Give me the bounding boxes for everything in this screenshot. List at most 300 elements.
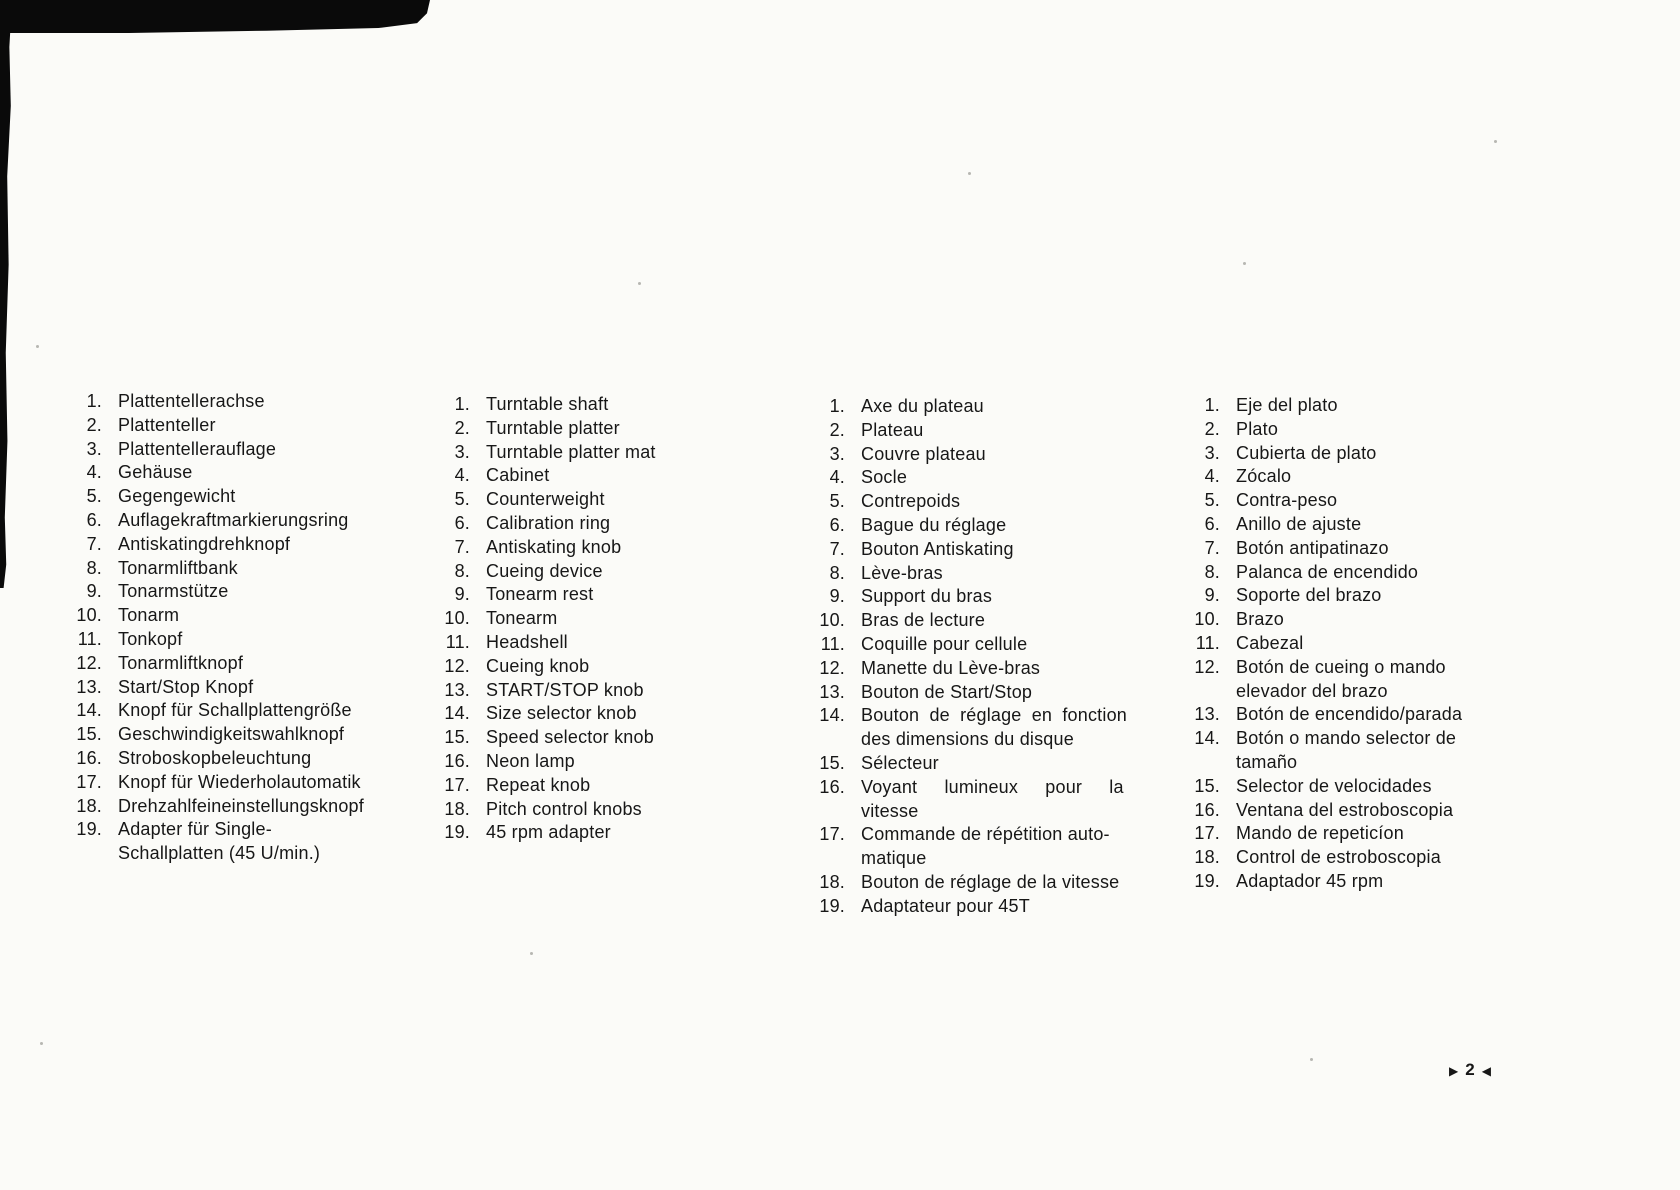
parts-list-item (60, 461, 430, 485)
item-text-line: Cabezal (1236, 632, 1304, 653)
item-number: 16. (819, 776, 845, 797)
parts-list-item (1178, 632, 1538, 656)
item-text-line: Calibration ring (486, 512, 611, 533)
item-text-line: Contrepoids (861, 491, 961, 512)
item-number: 7. (1204, 537, 1220, 558)
item-number: 6. (829, 514, 845, 535)
item-text (1236, 656, 1538, 704)
item-text-line: Auflagekraftmarkierungsring (118, 509, 349, 530)
parts-list-item (1178, 394, 1538, 418)
scan-speck (40, 1042, 43, 1045)
item-text (861, 681, 1163, 705)
item-text-line: Ventana del estroboscopia (1236, 799, 1454, 820)
item-text (486, 679, 768, 703)
item-number: 1. (829, 396, 845, 416)
parts-list-item (428, 750, 768, 774)
item-number: 16. (1194, 799, 1220, 820)
parts-list-item (428, 488, 768, 512)
item-text-line: Gehäuse (118, 462, 193, 483)
item-number: 6. (1204, 513, 1220, 534)
item-number: 1. (1204, 395, 1220, 415)
item-number: 17. (76, 771, 102, 792)
item-text-line: tamaño (1236, 751, 1298, 772)
parts-list-item (803, 657, 1163, 681)
item-text-line: Socle (861, 467, 908, 488)
item-number: 10. (444, 608, 470, 629)
parts-list-item (803, 490, 1163, 514)
item-text-line: Soporte del brazo (1236, 585, 1382, 606)
item-text (861, 538, 1163, 562)
parts-list-item (60, 604, 430, 628)
item-text (118, 771, 430, 795)
item-number: 14. (76, 700, 102, 721)
item-text-line: Repeat knob (486, 774, 591, 795)
item-number: 18. (1194, 847, 1220, 868)
item-text-line: Control de estroboscopia (1236, 847, 1441, 868)
item-text-line: Manette du Lève-bras (861, 657, 1041, 678)
item-text (118, 818, 430, 866)
item-number: 12. (76, 652, 102, 673)
item-number: 5. (1204, 490, 1220, 511)
item-number: 11. (1195, 632, 1220, 653)
item-text (1236, 418, 1538, 442)
item-text-line: Start/Stop Knopf (118, 676, 254, 697)
parts-list-item (803, 752, 1163, 776)
item-text-line: Speed selector knob (486, 727, 654, 748)
item-text (486, 750, 768, 774)
parts-list-item (428, 441, 768, 465)
item-text (1236, 394, 1538, 418)
parts-list-item (803, 609, 1163, 633)
item-text (861, 657, 1163, 681)
item-text (1236, 822, 1538, 846)
item-number: 18. (819, 871, 845, 892)
item-text (118, 628, 430, 652)
item-number: 5. (454, 489, 470, 510)
item-text (118, 533, 430, 557)
item-text (1236, 442, 1538, 466)
parts-list-item (60, 795, 430, 819)
parts-list-item (428, 417, 768, 441)
item-number: 5. (86, 486, 102, 507)
item-text (118, 723, 430, 747)
item-number: 6. (86, 509, 102, 530)
parts-list-item (803, 776, 1163, 824)
item-text-line: Drehzahlfeineinstellungsknopf (118, 795, 364, 816)
item-text-line: Voyant lumineux pour la (861, 776, 1124, 797)
item-number: 15. (76, 724, 102, 745)
parts-list-item (803, 895, 1163, 919)
parts-list-item (60, 533, 430, 557)
item-text-line: Brazo (1236, 609, 1285, 630)
parts-list (428, 393, 768, 845)
item-number: 3. (454, 441, 470, 462)
item-text (861, 419, 1163, 443)
item-text (861, 776, 1163, 824)
parts-list-german (60, 390, 430, 866)
item-text-line: Stroboskopbeleuchtung (118, 747, 312, 768)
item-number: 17. (1194, 823, 1220, 844)
item-text (861, 895, 1163, 919)
item-text-line: START/STOP knob (486, 679, 644, 700)
item-text-line: Gegengewicht (118, 486, 236, 507)
item-text-line: Couvre plateau (861, 443, 986, 464)
parts-list-item (428, 702, 768, 726)
parts-list-item (428, 798, 768, 822)
item-text (118, 604, 430, 628)
parts-list-item (428, 536, 768, 560)
item-text (118, 747, 430, 771)
item-number: 12. (1194, 656, 1220, 677)
item-number: 15. (819, 752, 845, 773)
item-text (1236, 608, 1538, 632)
item-number: 10. (819, 610, 845, 631)
parts-list-item (1178, 442, 1538, 466)
item-text-line: Anillo de ajuste (1236, 513, 1362, 534)
parts-list-item (803, 681, 1163, 705)
parts-list-item (60, 628, 430, 652)
item-text (861, 562, 1163, 586)
item-text (1236, 465, 1538, 489)
parts-list-item (60, 557, 430, 581)
item-number: 10. (1194, 609, 1220, 630)
item-text (861, 395, 1163, 419)
item-text (486, 798, 768, 822)
item-text-line: Plattentellerauflage (118, 438, 277, 459)
item-number: 8. (829, 562, 845, 583)
item-number: 8. (86, 557, 102, 578)
scan-artifact-left-strip (0, 0, 12, 588)
scan-speck (36, 345, 39, 348)
item-text-line: Cueing device (486, 560, 603, 581)
item-text-line: Turntable platter (486, 417, 620, 438)
parts-list-item (1178, 418, 1538, 442)
parts-list-item (428, 560, 768, 584)
item-text-line: Tonarmliftknopf (118, 652, 244, 673)
parts-list-item (60, 509, 430, 533)
item-number: 4. (1204, 466, 1220, 487)
item-number: 7. (454, 536, 470, 557)
item-text (118, 414, 430, 438)
item-text (1236, 632, 1538, 656)
scan-speck (1243, 262, 1246, 265)
item-text (118, 580, 430, 604)
item-text-line: 45 rpm adapter (486, 822, 611, 843)
item-text (1236, 727, 1538, 775)
prev-page-triangle-icon: ▶ (1449, 1064, 1459, 1078)
item-text-line: Palanca de encendido (1236, 561, 1419, 582)
item-text-line: matique (861, 848, 927, 869)
parts-list-item (60, 699, 430, 723)
item-number: 5. (829, 491, 845, 512)
item-text-line: Size selector knob (486, 703, 637, 724)
item-text (118, 509, 430, 533)
item-text-line: Knopf für Schallplattengröße (118, 700, 352, 721)
item-text (486, 560, 768, 584)
item-text-line: Headshell (486, 631, 568, 652)
parts-list-item (1178, 775, 1538, 799)
item-text (118, 557, 430, 581)
item-text (118, 390, 430, 414)
item-text (861, 823, 1163, 871)
item-text (486, 702, 768, 726)
item-text-line: Botón o mando selector de (1236, 728, 1457, 749)
parts-list-item (428, 655, 768, 679)
item-text-line: Bague du réglage (861, 514, 1007, 535)
parts-list-item (1178, 727, 1538, 775)
parts-list (1178, 394, 1538, 894)
parts-list-item (428, 631, 768, 655)
parts-list-item (428, 607, 768, 631)
parts-list-item (1178, 489, 1538, 513)
parts-list-item (1178, 537, 1538, 561)
item-text (118, 438, 430, 462)
scan-artifact-top-bar (0, 0, 430, 33)
item-number: 9. (1204, 585, 1220, 606)
item-text-line: Sélecteur (861, 752, 939, 773)
item-text (1236, 513, 1538, 537)
item-text (861, 443, 1163, 467)
parts-list-item (428, 726, 768, 750)
item-text-line: Adaptateur pour 45T (861, 895, 1030, 916)
item-text (861, 871, 1163, 895)
item-text (1236, 775, 1538, 799)
parts-list-spanish (1178, 394, 1538, 894)
parts-list-item (428, 679, 768, 703)
item-number: 10. (76, 605, 102, 626)
item-number: 19. (819, 895, 845, 916)
parts-list-item (803, 466, 1163, 490)
parts-list-item (803, 419, 1163, 443)
parts-list-english (428, 393, 768, 845)
item-number: 4. (86, 462, 102, 483)
scan-speck (530, 952, 533, 955)
item-number: 7. (86, 533, 102, 554)
parts-list-item (428, 393, 768, 417)
parts-list-french (803, 395, 1163, 919)
item-text-line: Antiskating knob (486, 536, 622, 557)
item-number: 11. (820, 633, 845, 654)
item-number: 13. (444, 679, 470, 700)
item-text-line: Eje del plato (1236, 395, 1338, 415)
item-text-line: Tonearm rest (486, 584, 594, 605)
item-text (1236, 870, 1538, 894)
item-text (486, 631, 768, 655)
parts-list-item (803, 562, 1163, 586)
item-number: 8. (454, 560, 470, 581)
scan-speck (638, 282, 641, 285)
page-number: 2 (1465, 1060, 1475, 1079)
item-text-line: Plateau (861, 419, 924, 440)
parts-list-item (60, 414, 430, 438)
item-text (1236, 799, 1538, 823)
parts-list-item (803, 633, 1163, 657)
item-number: 18. (76, 795, 102, 816)
item-number: 14. (819, 705, 845, 726)
item-text-line: Bouton de réglage en fonction (861, 705, 1127, 726)
item-number: 6. (454, 512, 470, 533)
item-text (118, 461, 430, 485)
item-text (486, 583, 768, 607)
item-text-line: Tonarmliftbank (118, 557, 238, 578)
parts-list (803, 395, 1163, 919)
item-text-line: Botón antipatinazo (1236, 537, 1389, 558)
item-text-line: Coquille pour cellule (861, 633, 1028, 654)
item-text (486, 821, 768, 845)
parts-list-item (1178, 870, 1538, 894)
item-text (118, 485, 430, 509)
item-number: 15. (444, 727, 470, 748)
parts-list-item (60, 818, 430, 866)
parts-list-item (1178, 703, 1538, 727)
item-number: 17. (444, 774, 470, 795)
item-text-line: Pitch control knobs (486, 798, 642, 819)
item-text (486, 655, 768, 679)
parts-list-item (1178, 513, 1538, 537)
item-text-line: Cubierta de plato (1236, 442, 1377, 463)
item-number: 14. (1194, 728, 1220, 749)
item-number: 1. (454, 394, 470, 414)
item-text-line: Cabinet (486, 465, 550, 486)
item-text (1236, 489, 1538, 513)
scan-speck (1494, 140, 1497, 143)
item-number: 16. (444, 750, 470, 771)
item-text (861, 585, 1163, 609)
parts-list-item (60, 580, 430, 604)
item-text-line: Adaptador 45 rpm (1236, 870, 1384, 891)
scan-speck (1310, 1058, 1313, 1061)
parts-list-item (1178, 822, 1538, 846)
item-number: 12. (444, 655, 470, 676)
item-text-line: Support du bras (861, 586, 993, 607)
item-number: 9. (86, 581, 102, 602)
item-number: 13. (819, 681, 845, 702)
item-text (1236, 703, 1538, 727)
item-text-line: Knopf für Wiederholautomatik (118, 771, 361, 792)
item-text-line: Plattentellerachse (118, 391, 265, 411)
item-text-line: Botón de encendido/parada (1236, 704, 1463, 725)
item-text-line: Turntable shaft (486, 394, 609, 414)
parts-list-item (60, 390, 430, 414)
parts-list-item (60, 438, 430, 462)
item-text (486, 417, 768, 441)
item-text-line: Plattenteller (118, 414, 216, 435)
parts-list-item (803, 443, 1163, 467)
parts-list-item (1178, 608, 1538, 632)
item-text-line: Tonarm (118, 605, 180, 626)
item-number: 16. (76, 747, 102, 768)
item-text (486, 607, 768, 631)
item-number: 2. (86, 414, 102, 435)
item-text-line: Commande de répétition auto- (861, 824, 1110, 845)
item-number: 2. (454, 417, 470, 438)
item-text (486, 512, 768, 536)
item-number: 13. (76, 676, 102, 697)
item-text (118, 699, 430, 723)
parts-list-item (803, 395, 1163, 419)
parts-list-item (428, 512, 768, 536)
item-text (486, 774, 768, 798)
item-text-line: Bouton de réglage de la vitesse (861, 871, 1120, 892)
item-number: 8. (1204, 561, 1220, 582)
parts-list-item (60, 723, 430, 747)
item-number: 19. (1194, 870, 1220, 891)
item-text-line: Antiskatingdrehknopf (118, 533, 291, 554)
item-number: 3. (86, 438, 102, 459)
item-text-line: Counterweight (486, 489, 605, 510)
item-text-line: Plato (1236, 418, 1279, 439)
item-text (1236, 846, 1538, 870)
parts-list-item (60, 485, 430, 509)
item-text-line: vitesse (861, 800, 919, 821)
parts-list-item (803, 704, 1163, 752)
item-text-line: des dimensions du disque (861, 729, 1074, 750)
item-text (118, 652, 430, 676)
item-text-line: Bouton Antiskating (861, 538, 1014, 559)
item-text (861, 609, 1163, 633)
parts-list-item (803, 514, 1163, 538)
item-number: 17. (819, 824, 845, 845)
item-text (1236, 584, 1538, 608)
item-text-line: Neon lamp (486, 750, 575, 771)
item-text-line: Bouton de Start/Stop (861, 681, 1033, 702)
item-text-line: Tonarmstütze (118, 581, 229, 602)
item-text (118, 795, 430, 819)
item-text-line: elevador del brazo (1236, 680, 1388, 701)
scan-speck (968, 172, 971, 175)
item-text (861, 704, 1163, 752)
item-number: 9. (454, 584, 470, 605)
parts-list-item (60, 652, 430, 676)
parts-list (60, 390, 430, 866)
parts-list-item (1178, 799, 1538, 823)
item-text (861, 633, 1163, 657)
item-text-line: Mando de repeticíon (1236, 823, 1404, 844)
item-text-line: Cueing knob (486, 655, 590, 676)
parts-list-item (60, 771, 430, 795)
parts-list-item (428, 774, 768, 798)
item-number: 2. (829, 419, 845, 440)
item-text (861, 490, 1163, 514)
parts-list-item (60, 747, 430, 771)
item-text-line: Selector de velocidades (1236, 775, 1432, 796)
item-text (486, 726, 768, 750)
item-number: 7. (829, 538, 845, 559)
item-text-line: Lève-bras (861, 562, 943, 583)
item-number: 1. (86, 391, 102, 411)
parts-list-item (803, 823, 1163, 871)
item-number: 18. (444, 798, 470, 819)
item-number: 9. (829, 586, 845, 607)
next-page-triangle-icon: ◀ (1481, 1064, 1491, 1078)
item-text (118, 676, 430, 700)
item-text (486, 464, 768, 488)
parts-list-item (1178, 584, 1538, 608)
item-text-line: Bras de lecture (861, 610, 986, 631)
item-text-line: Contra-peso (1236, 490, 1338, 511)
parts-list-item (1178, 656, 1538, 704)
item-number: 4. (829, 467, 845, 488)
item-text (486, 393, 768, 417)
item-number: 11. (77, 628, 102, 649)
item-text (486, 488, 768, 512)
item-text (486, 536, 768, 560)
parts-list-item (60, 676, 430, 700)
item-text-line: Axe du plateau (861, 396, 984, 416)
item-text-line: Geschwindigkeitswahlknopf (118, 724, 345, 745)
parts-list-item (428, 464, 768, 488)
parts-list-item (803, 871, 1163, 895)
